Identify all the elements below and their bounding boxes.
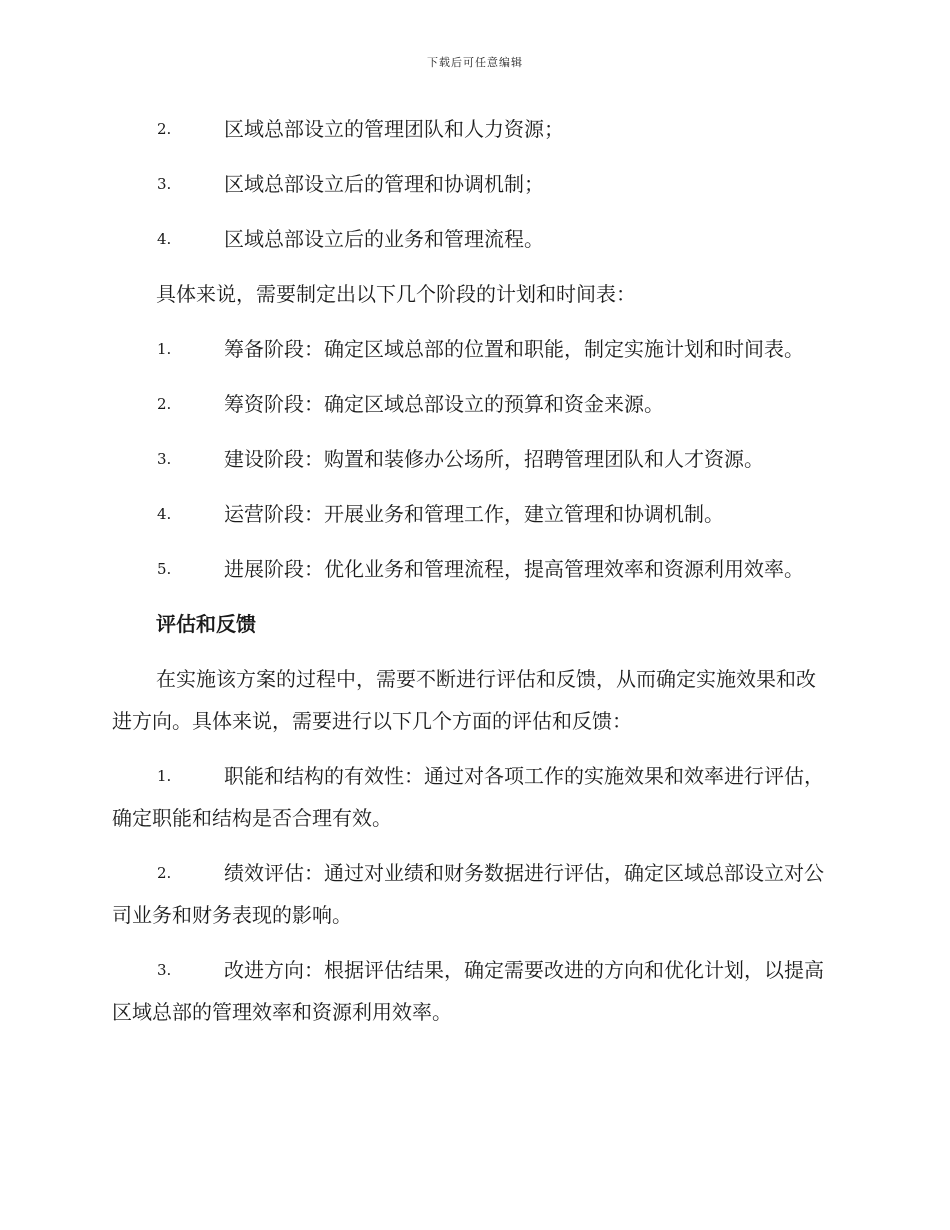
list-item <box>112 163 834 205</box>
list-item <box>112 383 834 425</box>
list-text: 区域总部设立的管理团队和人力资源； <box>224 117 564 141</box>
list-item <box>112 108 834 150</box>
list-text: 进展阶段：优化业务和管理流程，提高管理效率和资源利用效率。 <box>224 557 804 581</box>
section-heading: 评估和反馈 <box>156 612 256 636</box>
evaluation-intro-paragraph: 在实施该方案的过程中，需要不断进行评估和反馈，从而确定实施效果和改进方向。具体来说，需要进行以下几个方面的评估和反馈： <box>112 667 816 733</box>
list-number: 3. <box>157 450 172 468</box>
document-body <box>112 108 834 1046</box>
list-text: 区域总部设立后的业务和管理流程。 <box>224 227 544 251</box>
list-text: 绩效评估：通过对业绩和财务数据进行评估，确定区域总部设立对公司业务和财务表现的影响。 <box>112 861 824 927</box>
list-text: 筹备阶段：确定区域总部的位置和职能，制定实施计划和时间表。 <box>224 337 804 361</box>
list-number: 5. <box>157 560 172 578</box>
list-number: 2. <box>157 864 172 882</box>
list-text: 职能和结构的有效性：通过对各项工作的实施效果和效率进行评估，确定职能和结构是否合理有效。 <box>112 764 824 830</box>
list-number: 4. <box>157 505 172 523</box>
list-item <box>112 438 834 480</box>
list-text: 筹资阶段：确定区域总部设立的预算和资金来源。 <box>224 392 664 416</box>
list-item <box>112 328 834 370</box>
list-text: 区域总部设立后的管理和协调机制； <box>224 172 544 196</box>
list-item <box>112 852 834 936</box>
list-number: 3. <box>157 961 172 979</box>
list-number: 1. <box>157 340 172 358</box>
list-number: 4. <box>157 230 172 248</box>
list-text: 改进方向：根据评估结果，确定需要改进的方向和优化计划，以提高区域总部的管理效率和资源利用效率。 <box>112 958 824 1024</box>
list-item <box>112 218 834 260</box>
list-item <box>112 493 834 535</box>
list-number: 3. <box>157 175 172 193</box>
list-number: 1. <box>157 767 172 785</box>
list-number: 2. <box>157 395 172 413</box>
list-number: 2. <box>157 120 172 138</box>
list-item <box>112 548 834 590</box>
list-item <box>112 755 834 839</box>
list-text: 运营阶段：开展业务和管理工作，建立管理和协调机制。 <box>224 502 724 526</box>
list-text: 建设阶段：购置和装修办公场所，招聘管理团队和人才资源。 <box>224 447 764 471</box>
stages-intro-paragraph: 具体来说，需要制定出以下几个阶段的计划和时间表： <box>156 282 636 306</box>
list-item <box>112 949 834 1033</box>
page-header: 下载后可任意编辑 <box>427 56 523 69</box>
